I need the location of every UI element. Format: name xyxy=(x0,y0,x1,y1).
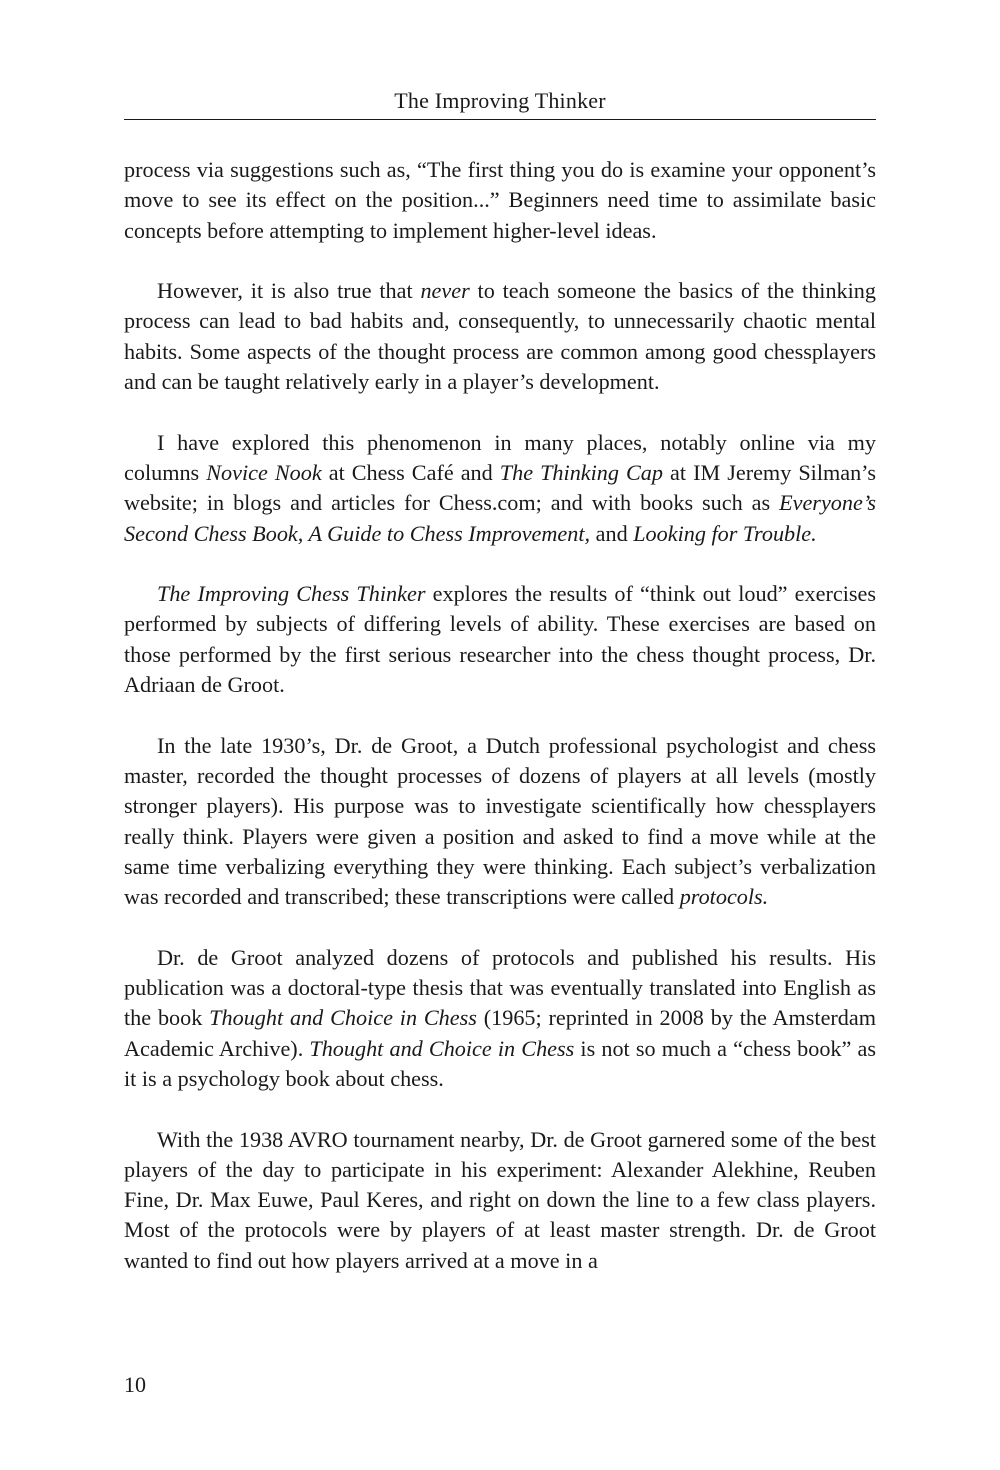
body-text xyxy=(124,155,876,1276)
paragraph xyxy=(124,155,876,246)
italic-text: The Thinking Cap xyxy=(499,459,663,485)
text-run: However, it is also true that xyxy=(157,278,421,304)
italic-text: Novice Nook xyxy=(206,459,322,485)
text-run: I have explored this phenomenon in many places, notably online via my columns xyxy=(124,429,876,485)
paragraph xyxy=(124,1125,876,1276)
running-head: The Improving Thinker xyxy=(394,88,606,113)
text-run: (1965; reprinted in 2008 by the Amsterdam Academic Archive). xyxy=(124,1005,877,1061)
italic-text: The Improving Chess Thinker xyxy=(157,581,426,607)
text-run: to teach someone the basics of the thinking process can lead to bad habits and, consequently, to unnecessarily chaotic mental habits. Some aspects of the thought process are common among good chessplayers and can be taught relatively early in a player’s development. xyxy=(124,278,876,395)
italic-text: Looking for Trouble. xyxy=(633,520,817,546)
header-rule xyxy=(124,119,876,120)
page-number: 10 xyxy=(124,1372,146,1397)
paragraph xyxy=(124,276,876,397)
italic-text: never xyxy=(420,278,470,304)
text-run: and xyxy=(590,520,634,546)
paragraph xyxy=(124,943,876,1094)
paragraph xyxy=(124,428,876,549)
text-run: In the late 1930’s, Dr. de Groot, a Dutch professional psychologist and chess master, recorded the thought processes of dozens of players at all levels (mostly stronger players). His purpose was to investigate scientifically how chessplayers really think. Players were given a position and asked to find a move while at the same time verbalizing everything they were thinking. Each subject’s verbalization was recorded and transcribed; these transcriptions were called xyxy=(124,732,876,910)
italic-text: Everyone’s Second Chess Book, A Guide to Chess Improvement, xyxy=(124,490,876,546)
text-run: Dr. de Groot analyzed dozens of protocols and published his results. His publication was a doctoral-type thesis that was eventually translated into English as the book xyxy=(124,944,876,1031)
paragraph xyxy=(124,731,876,913)
text-run: explores the results of “think out loud” exercises performed by subjects of differing levels of ability. These exercises are based on those performed by the first serious researcher into the chess thought process, Dr. Adriaan de Groot. xyxy=(124,581,876,698)
text-run: at Chess Café and xyxy=(321,459,500,485)
italic-text: protocols. xyxy=(679,884,769,910)
paragraph xyxy=(124,579,876,700)
text-run: process via suggestions such as, “The first thing you do is examine your opponent’s move to see its effect on the position...” Beginners need time to assimilate basic concepts before attempting to implement higher-level ideas. xyxy=(124,157,876,243)
italic-text: Thought and Choice in Chess xyxy=(209,1005,477,1031)
text-run: at IM Jeremy Silman’s website; in blogs and articles for Chess.com; and with books such as xyxy=(124,459,876,516)
italic-text: Thought and Choice in Chess xyxy=(309,1035,575,1061)
text-run: With the 1938 AVRO tournament nearby, Dr. de Groot garnered some of the best players of the day to participate in his experiment: Alexander Alekhine, Reuben Fine, Dr. Max Euwe, Paul Keres, and right on down the line to a few class players. Most of the protocols were by players of at least master strength. Dr. de Groot wanted to find out how players arrived at a move in a xyxy=(124,1126,876,1273)
text-run: is not so much a “chess book” as it is a psychology book about chess. xyxy=(124,1035,876,1091)
